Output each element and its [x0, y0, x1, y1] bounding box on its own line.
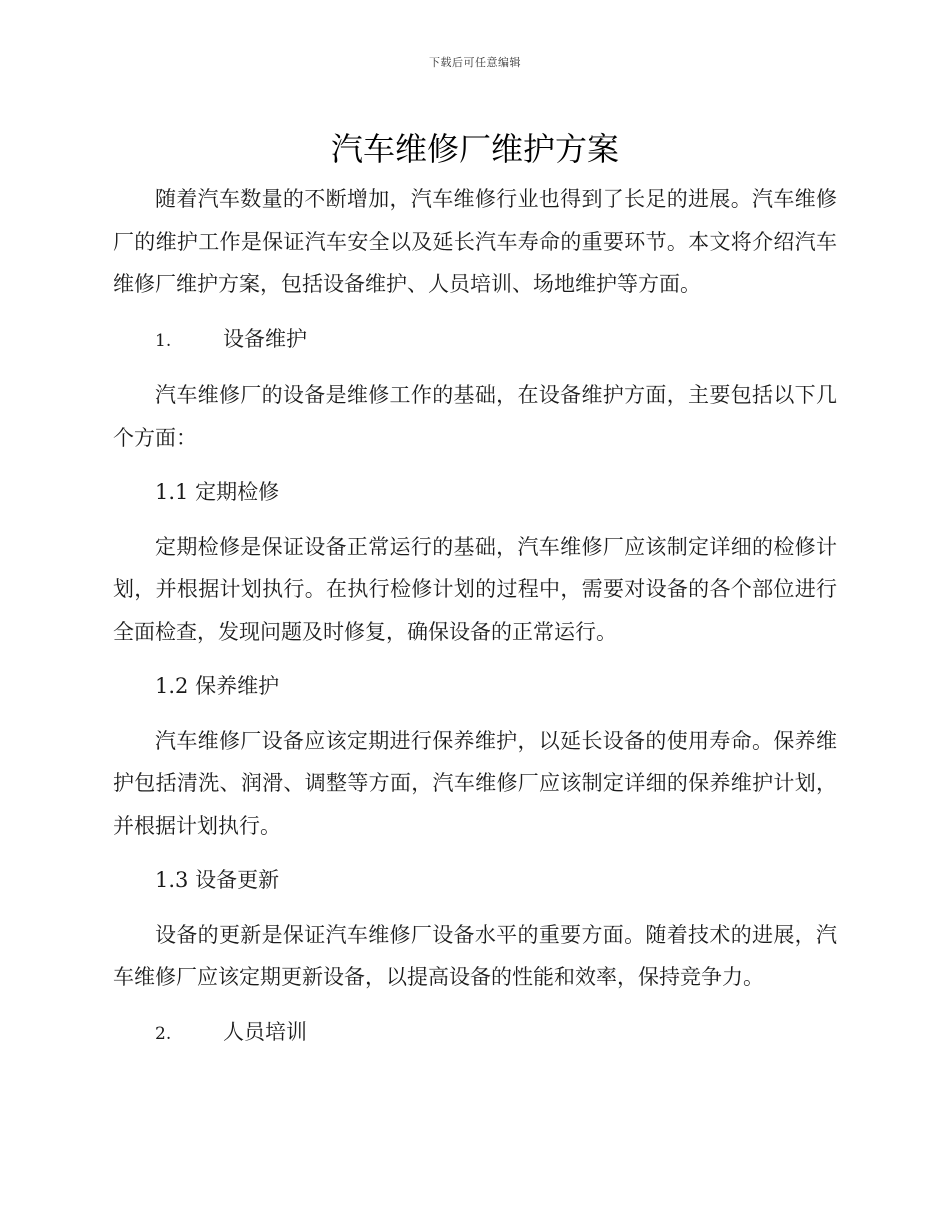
document-body — [113, 178, 837, 1055]
subsection-heading-1-3: 1.3 设备更新 — [155, 868, 280, 892]
subsection-1-2-paragraph: 汽车维修厂设备应该定期进行保养维护，以延长设备的使用寿命。保养维护包括清洗、润滑、调整等方面，汽车维修厂应该制定详细的保养维护计划，并根据计划执行。 — [113, 728, 837, 838]
section-title-2: 人员培训 — [223, 1019, 307, 1044]
section-1-paragraph: 汽车维修厂的设备是维修工作的基础，在设备维护方面，主要包括以下几个方面： — [113, 383, 837, 450]
section-heading-2 — [113, 1011, 837, 1056]
subsection-heading-1-1: 1.1 定期检修 — [155, 480, 280, 504]
section-number-2: 2. — [155, 1023, 172, 1044]
section-number-1: 1. — [155, 330, 172, 351]
subsection-heading-1-2: 1.2 保养维护 — [155, 674, 280, 698]
section-title-1: 设备维护 — [223, 326, 307, 351]
page-title: 汽车维修厂维护方案 — [330, 130, 619, 168]
subsection-1-3-paragraph: 设备的更新是保证汽车维修厂设备水平的重要方面。随着技术的进展，汽车维修厂应该定期更新设备，以提高设备的性能和效率，保持竞争力。 — [113, 922, 837, 989]
subsection-1-1-paragraph: 定期检修是保证设备正常运行的基础，汽车维修厂应该制定详细的检修计划，并根据计划执行。在执行检修计划的过程中，需要对设备的各个部位进行全面检查，发现问题及时修复，确保设备的正常运行。 — [113, 534, 837, 644]
intro-paragraph: 随着汽车数量的不断增加，汽车维修行业也得到了长足的进展。汽车维修厂的维护工作是保证汽车安全以及延长汽车寿命的重要环节。本文将介绍汽车维修厂维护方案，包括设备维护、人员培训、场地维护等方面。 — [113, 187, 837, 296]
section-heading-1 — [113, 318, 837, 363]
header-note: 下载后可任意编辑 — [429, 56, 521, 69]
